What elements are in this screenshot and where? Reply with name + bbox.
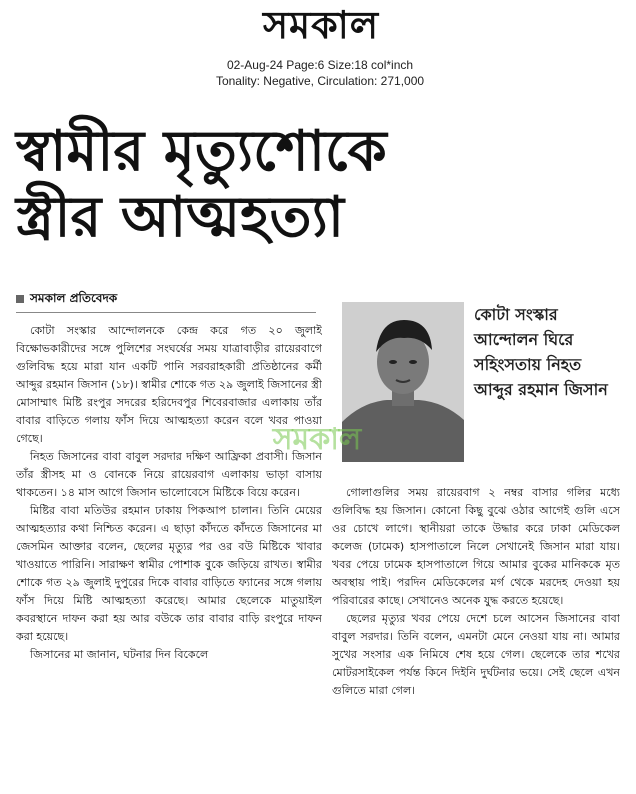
paragraph: মিষ্টির বাবা মতিউর রহমান ঢাকায় পিকআপ চালান। তিনি মেয়ের আত্মহত্যার কথা নিশ্চিত করেন। এ ছাড়া কাঁদতে কাঁদতে জিসানের মা জেসমিন আক্তার বলেন, ছেলের মৃত্যুর পর ওর বউ মিষ্টিকে খাবার খাওয়াতে পারিনি। সারাক্ষণ স্বামীর পোশাক বুকে জড়িয়ে রাখত। স্বামীর শোকে গত ২৯ জুলাই দুপুরের দিকে বাবার বাড়িতে ফ্যানের সঙ্গে গলায় ফাঁস দিয়ে মিষ্টি আত্মহত্যা করেছে। আমার ছেলেকে মাতুয়াইল কবরস্থানে দাফন করা হয় আর বউকে তার বাবার বাড়ি রংপুরে দাফন করা হয়েছে। — [16, 504, 322, 643]
newspaper-masthead: সমকাল — [262, 2, 380, 47]
headline — [16, 118, 576, 250]
clipping-tonality-line: Tonality: Negative, Circulation: 271,000 — [215, 74, 425, 88]
headline-line-1: স্বামীর মৃত্যুশোকে — [16, 118, 387, 184]
paragraph: গোলাগুলির সময় রায়েরবাগ ২ নম্বর বাসার গলির মধ্যে গুলিবিদ্ধ হয় জিসান। কোনো কিছু বুঝে ওঠার আগেই গুলি এসে ওর চোখে লাগে। স্থানীয়রা তাকে উদ্ধার করে ঢাকা মেডিকেল কলেজ (ঢামেক) হাসপাতালে নিলে সেখানেই জিসান মারা যায়। খবর পেয়ে ঢামেক হাসপাতালে গিয়ে আমার বুকের মানিককে মৃত অবস্থায় পাই। পরদিন মেডিকেলের মর্গ থেকে মরদেহ দেওয়া হয় পরিবারের কাছে। সেখানেও অনেক যুদ্ধ করতে হয়েছে। — [332, 486, 620, 607]
paragraph: নিহত জিসানের বাবা বাবুল সরদার দক্ষিণ আফ্রিকা প্রবাসী। জিসান তাঁর স্ত্রীসহ মা ও বোনকে নিয়ে রায়েরবাগ এলাকায় ভাড়া বাসায় থাকতেন। ১৪ মাস আগে জিসান ভালোবেসে মিষ্টিকে বিয়ে করেন। — [16, 450, 322, 499]
byline-square-icon — [16, 295, 24, 303]
article-column-1 — [16, 322, 322, 786]
clipping-meta-line: 02-Aug-24 Page:6 Size:18 col*inch — [226, 58, 414, 72]
byline — [16, 290, 316, 306]
headline-line-2: স্ত্রীর আত্মহত্যা — [16, 184, 345, 250]
article-column-2 — [332, 484, 620, 788]
photo-caption: কোটা সংস্কার আন্দোলন ঘিরে সহিংসতায় নিহত আব্দুর রহমান জিসান — [474, 305, 608, 399]
paragraph: ছেলের মৃত্যুর খবর পেয়ে দেশে চলে আসেন জিসানের বাবা বাবুল সরদার। তিনি বলেন, এমনটা মেনে নেওয়া যায় না। আমার সুখের সংসার এক নিমিষে শেষ হয়ে গেল। ছেলেকে তার শখের মোটরসাইকেল পর্যন্ত কিনে দিইনি দুর্ঘটনার ভয়ে। সেই ছেলে এখন গুলিতে মারা গেল। — [332, 612, 620, 697]
watermark-logo: সমকাল — [272, 422, 362, 457]
paragraph: জিসানের মা জানান, ঘটনার দিন বিকেলে — [30, 648, 209, 661]
byline-text: সমকাল প্রতিবেদক — [30, 291, 118, 305]
paragraph: কোটা সংস্কার আন্দোলনকে কেন্দ্র করে গত ২০ জুলাই বিক্ষোভকারীদের সঙ্গে পুলিশের সংঘর্ষের সময় যাত্রাবাড়ীর রায়েরবাগে গুলিবিদ্ধ হয়ে মারা যান একটি পানি সরবরাহকারী প্রতিষ্ঠানের কর্মী আব্দুর রহমান জিসান (১৮)। স্বামীর শোকে গত ২৯ জুলাই জিসানের স্ত্রী মোসাম্মাৎ মিষ্টি রংপুর সদরের হরিদেবপুর শিবেরবাজার এলাকায় তাঁর বাবার বাড়িতে গলায় ফাঁস দিয়ে আত্মহত্যা করেন বলে খবর পাওয়া গেছে। — [16, 324, 322, 445]
divider — [16, 312, 316, 313]
